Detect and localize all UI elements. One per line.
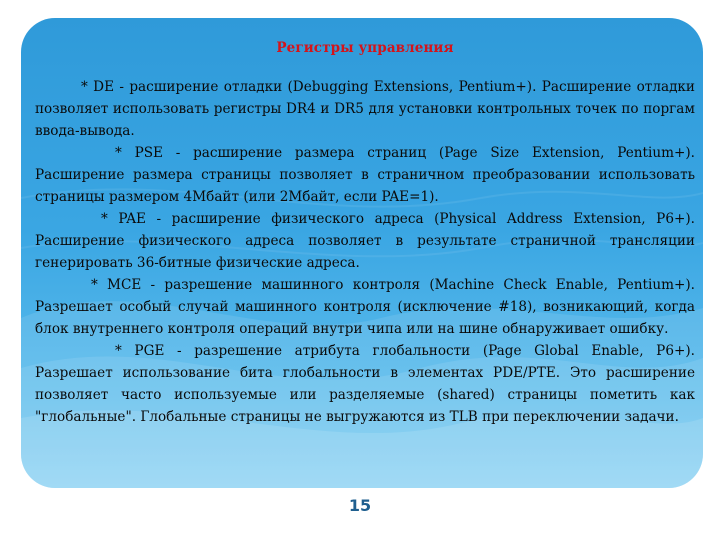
paragraph-pse: * PSE - расширение размера страниц (Page Size Extension, Pentium+). Расширение размера страницы позволяет в страничном преобразовании использовать страницы размером 4Мбайт (или 2Мбайт, если PAE=1). (35, 145, 695, 205)
paragraph-mce: * MCE - разрешение машинного контроля (Machine Check Enable, Pentium+). Разрешает особый случай машинного контроля (исключение #18), возникающий, когда блок внутреннего контроля операций внутри чипа или на шине обнаруживает ошибку. (35, 277, 695, 337)
paragraph-de: * DE - расширение отладки (Debugging Extensions, Pentium+). Расширение отладки позволяет использовать регистры DR4 и DR5 для установки контрольных точек по поргам ввода-вывода. (35, 79, 695, 139)
page-number: 15 (348, 496, 372, 515)
slide-body (35, 40, 695, 428)
paragraph-pge: * PGE - разрешение атрибута глобальности (Page Global Enable, P6+). Разрешает использование бита глобальности в элементах PDE/PTE. Это расширение позволяет часто используемые или разделяемые (shared) страницы пометить как "глобальные". Глобальные страницы не выгружаются из TLB при переключении задачи. (35, 343, 695, 425)
paragraph-pae: * PAE - расширение физического адреса (Physical Address Extension, P6+). Расширение физического адреса позволяет в результате страничной трансляции генерировать 36-битные физические адреса. (35, 211, 695, 271)
content-panel (21, 18, 703, 488)
slide-title: Регистры управления (276, 40, 454, 56)
